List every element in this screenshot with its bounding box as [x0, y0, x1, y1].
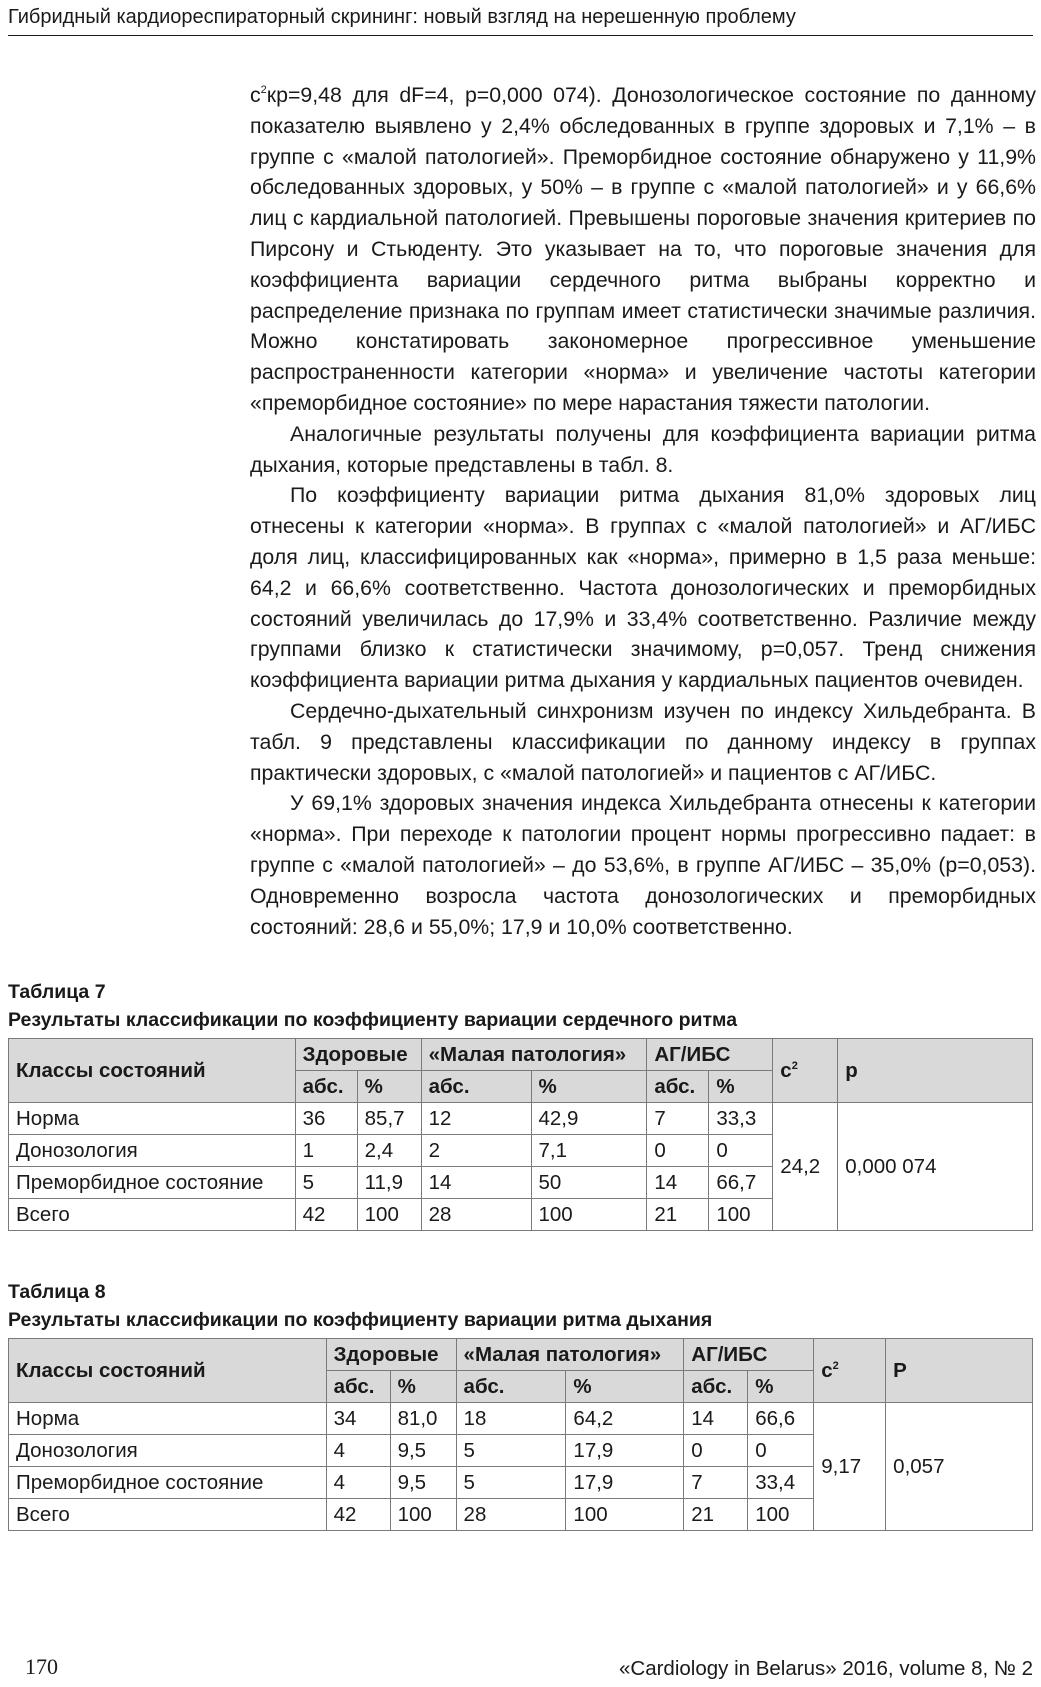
cell: 21: [684, 1499, 748, 1531]
row-label: Всего: [9, 1499, 327, 1531]
table-title: Результаты классификации по коэффициенту вариации ритма дыхания: [8, 1309, 713, 1331]
header-chi-square: [814, 1339, 886, 1403]
header-abs: абс.: [421, 1071, 531, 1103]
header-healthy: Здоровые: [295, 1039, 421, 1071]
header-pct: %: [390, 1371, 456, 1403]
cell: 42: [326, 1499, 390, 1531]
cell: 4: [326, 1435, 390, 1467]
row-label: Норма: [9, 1403, 327, 1435]
cell: 33,4: [748, 1467, 814, 1499]
cell: 11,9: [357, 1167, 421, 1199]
header-chi-square: [773, 1039, 838, 1103]
table-7: [8, 1038, 1033, 1231]
header-pct: %: [709, 1071, 773, 1103]
cell: 4: [326, 1467, 390, 1499]
journal-footer: «Cardiology in Belarus» 2016, volume 8, № 2: [618, 1657, 1033, 1680]
cell: 100: [709, 1199, 773, 1231]
cell: 5: [456, 1467, 566, 1499]
cell: 28: [456, 1499, 566, 1531]
cell: 34: [326, 1403, 390, 1435]
cell: 7,1: [531, 1135, 647, 1167]
paragraph-5: У 69,1% здоровых значения индекса Хильдебранта отнесены к категории «норма». При переходе к патологии процент нормы прогрессивно падает: в группе с «малой патологией» – до 53,6%, в группе АГ/ИБС – 35,0% (p=0,053). Одновременно возросла частота донозологических и преморбидных состояний: 28,6 и 55,0%; 17,9 и 10,0% соответственно.: [250, 791, 1036, 939]
header-abs: абс.: [295, 1071, 357, 1103]
cell: 36: [295, 1103, 357, 1135]
chi-symbol: c: [821, 1358, 833, 1382]
paragraph-1: [250, 80, 1036, 419]
cell: 81,0: [390, 1403, 456, 1435]
header-small-pathology: «Малая патология»: [456, 1339, 684, 1371]
header-pct: %: [566, 1371, 684, 1403]
chi-square-value: 9,17: [814, 1403, 886, 1531]
header-abs: абс.: [456, 1371, 566, 1403]
cell: 100: [390, 1499, 456, 1531]
running-head: Гибридный кардиореспираторный скрининг: новый взгляд на нерешенную проблему: [8, 6, 1033, 36]
cell: 5: [456, 1435, 566, 1467]
cell: 14: [647, 1167, 709, 1199]
cell: 9,5: [390, 1435, 456, 1467]
cell: 66,6: [748, 1403, 814, 1435]
cell: 7: [684, 1467, 748, 1499]
cell: 17,9: [566, 1467, 684, 1499]
cell: 14: [684, 1403, 748, 1435]
cell: 12: [421, 1103, 531, 1135]
cell: 100: [748, 1499, 814, 1531]
cell: 85,7: [357, 1103, 421, 1135]
superscript: 2: [832, 1359, 839, 1372]
cell: 21: [647, 1199, 709, 1231]
header-pct: %: [748, 1371, 814, 1403]
row-label: Всего: [9, 1199, 296, 1231]
header-p: p: [838, 1039, 1033, 1103]
header-classes: Классы состояний: [9, 1339, 327, 1403]
cell: 28: [421, 1199, 531, 1231]
paragraph-4: Сердечно-дыхательный синхронизм изучен по индексу Хильдебранта. В табл. 9 представлены классификации по данному индексу в группах практически здоровых, с «малой патологией» и пациентов с АГ/ИБС.: [250, 698, 1036, 785]
cell: 64,2: [566, 1403, 684, 1435]
paragraph-1-text: кр=9,48 для dF=4, p=0,000 074). Донозологическое состояние по данному показателю выявлено у 2,4% обследованных в группе здоровых и 7,1% – в группе с «малой патологией». Преморбидное состояние обнаружено у 11,9% обследованных здоровых, у 50% – в группе с «малой патологией» и у 66,6% лиц с кардиальной патологией. Превышены пороговые значения критериев по Пирсону и Стьюденту. Это указывает на то, что пороговые значения для коэффициента вариации сердечного ритма выбраны корректно и распределение признака по группам имеет статистически значимые различия. Можно констатировать закономерное прогрессивное уменьшение распространенности категории «норма» и увеличение частоты категории «преморбидное состояние» по мере нарастания тяжести патологии.: [250, 83, 1036, 415]
table-row: [9, 1403, 1033, 1435]
cell: 2: [421, 1135, 531, 1167]
chi-square-value: 24,2: [773, 1103, 838, 1231]
table-label: Таблица 8: [8, 1281, 106, 1303]
table-label: Таблица 7: [8, 981, 106, 1003]
chi-symbol: c: [250, 83, 261, 107]
header-p: P: [886, 1339, 1033, 1403]
row-label: Преморбидное состояние: [9, 1467, 327, 1499]
row-label: Донозология: [9, 1135, 296, 1167]
cell: 42: [295, 1199, 357, 1231]
paragraph-3: По коэффициенту вариации ритма дыхания 81,0% здоровых лиц отнесены к категории «норма». В группах с «малой патологией» и АГ/ИБС доля лиц, классифицированных как «норма», примерно в 1,5 раза меньше: 64,2 и 66,6% соответственно. Частота донозологических и преморбидных состояний увеличилась до 17,9% и 33,4% соответственно. Различие между группами близко к статистически значимому, p=0,057. Тренд снижения коэффициента вариации ритма дыхания у кардиальных пациентов очевиден.: [250, 483, 1036, 693]
header-abs: абс.: [647, 1071, 709, 1103]
header-pct: %: [357, 1071, 421, 1103]
chi-symbol: c: [780, 1058, 792, 1082]
p-value: 0,000 074: [838, 1103, 1033, 1231]
table-8-block: [8, 1278, 1033, 1531]
cell: 100: [531, 1199, 647, 1231]
cell: 100: [357, 1199, 421, 1231]
paragraph-2: Аналогичные результаты получены для коэффициента вариации ритма дыхания, которые представлены в табл. 8.: [250, 421, 1036, 477]
table-row: [9, 1103, 1033, 1135]
cell: 0: [647, 1135, 709, 1167]
table-8: [8, 1338, 1033, 1531]
cell: 0: [684, 1435, 748, 1467]
header-pct: %: [531, 1071, 647, 1103]
cell: 33,3: [709, 1103, 773, 1135]
header-ag-ibs: АГ/ИБС: [684, 1339, 814, 1371]
cell: 7: [647, 1103, 709, 1135]
table-7-block: [8, 978, 1033, 1231]
table-title: Результаты классификации по коэффициенту вариации сердечного ритма: [8, 1009, 738, 1031]
superscript: 2: [260, 84, 267, 96]
cell: 50: [531, 1167, 647, 1199]
p-value: 0,057: [886, 1403, 1033, 1531]
row-label: Преморбидное состояние: [9, 1167, 296, 1199]
cell: 5: [295, 1167, 357, 1199]
row-label: Норма: [9, 1103, 296, 1135]
article-body: [250, 80, 1036, 942]
cell: 2,4: [357, 1135, 421, 1167]
superscript: 2: [791, 1059, 798, 1072]
header-healthy: Здоровые: [326, 1339, 456, 1371]
cell: 17,9: [566, 1435, 684, 1467]
header-abs: абс.: [326, 1371, 390, 1403]
cell: 14: [421, 1167, 531, 1199]
cell: 1: [295, 1135, 357, 1167]
cell: 42,9: [531, 1103, 647, 1135]
cell: 0: [748, 1435, 814, 1467]
cell: 9,5: [390, 1467, 456, 1499]
cell: 100: [566, 1499, 684, 1531]
header-abs: абс.: [684, 1371, 748, 1403]
page-number: 170: [25, 1654, 58, 1679]
header-ag-ibs: АГ/ИБС: [647, 1039, 773, 1071]
header-small-pathology: «Малая патология»: [421, 1039, 647, 1071]
row-label: Донозология: [9, 1435, 327, 1467]
cell: 66,7: [709, 1167, 773, 1199]
header-classes: Классы состояний: [9, 1039, 296, 1103]
cell: 0: [709, 1135, 773, 1167]
cell: 18: [456, 1403, 566, 1435]
